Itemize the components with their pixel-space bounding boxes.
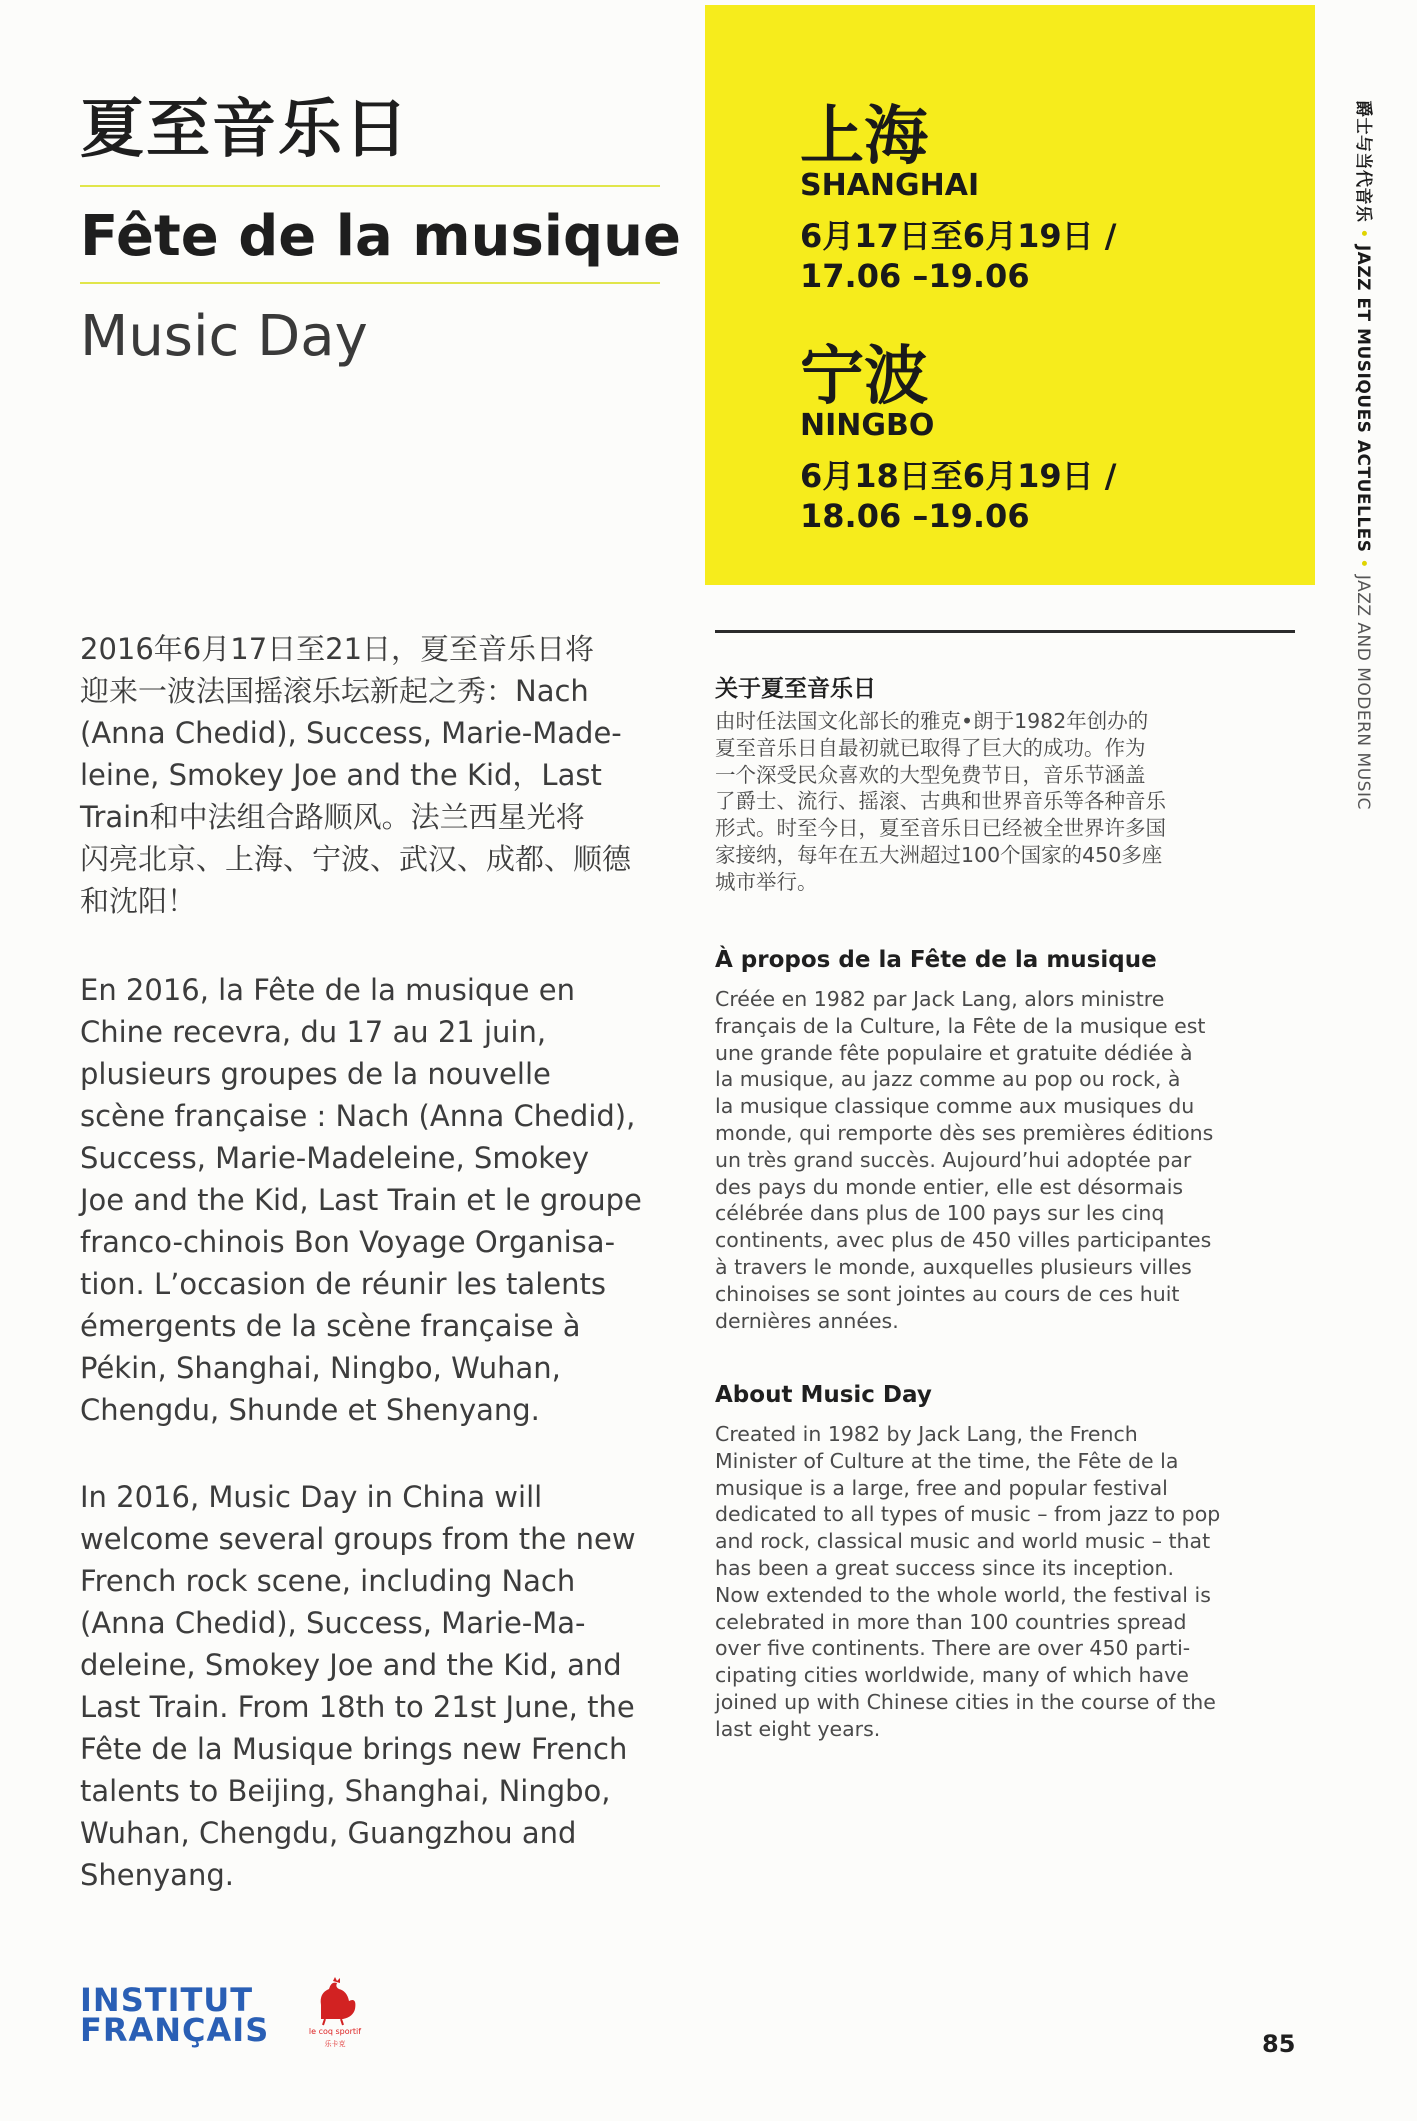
text-line: deleine, Smokey Joe and the Kid, and <box>80 1648 622 1682</box>
about-fr-body <box>715 986 1295 1334</box>
city-dates-num: 18.06 –19.06 <box>800 497 1030 535</box>
text-line: over five continents. There are over 450 parti- <box>715 1636 1191 1661</box>
text-line: Now extended to the whole world, the festival is <box>715 1582 1211 1607</box>
text-line: une grande fête populaire et gratuite dédiée à <box>715 1040 1193 1065</box>
text-line: welcome several groups from the new <box>80 1522 636 1556</box>
text-line: and rock, classical music and world music – that <box>715 1529 1211 1554</box>
dates-box <box>705 5 1315 585</box>
text-line: un très grand succès. Aujourd’hui adoptée par <box>715 1147 1192 1172</box>
side-label-en: JAZZ AND MODERN MUSIC <box>1353 574 1373 810</box>
text-line: des pays du monde entier, elle est désormais <box>715 1174 1184 1199</box>
side-label-fr: JAZZ ET MUSIQUES ACTUELLES <box>1353 244 1373 553</box>
text-line: 迎来一波法国摇滚乐坛新起之秀：Nach <box>80 674 589 708</box>
text-line: (Anna Chedid), Success, Marie-Ma- <box>80 1606 586 1640</box>
text-line: has been a great success since its inception. <box>715 1555 1175 1580</box>
text-line: franco-chinois Bon Voyage Organisa- <box>80 1225 616 1259</box>
text-line: Wuhan, Chengdu, Guangzhou and <box>80 1816 577 1850</box>
text-line: monde, qui remporte dès ses premières éditions <box>715 1120 1214 1145</box>
page-number: 85 <box>1262 2030 1296 2058</box>
text-line: continents, avec plus de 450 villes participantes <box>715 1228 1212 1253</box>
about-en-heading: About Music Day <box>715 1382 932 1408</box>
side-label-dot: • <box>1353 558 1373 569</box>
intro-french <box>80 969 660 1431</box>
title-divider-2 <box>80 282 660 284</box>
title-chinese: 夏至音乐日 <box>80 93 410 167</box>
city-dates-num: 17.06 –19.06 <box>800 257 1030 295</box>
text-line: Joe and the Kid, Last Train et le groupe <box>80 1183 642 1217</box>
logo-line: INSTITUT <box>80 1981 254 2019</box>
side-label-dot: • <box>1353 228 1373 239</box>
text-line: célébrée dans plus de 100 pays sur les cinq <box>715 1201 1165 1226</box>
city-ningbo <box>800 340 1117 536</box>
city-shanghai <box>800 100 1117 296</box>
rooster-icon <box>295 1975 375 2027</box>
text-line: In 2016, Music Day in China will <box>80 1480 543 1514</box>
text-line: français de la Culture, la Fête de la musique est <box>715 1013 1206 1038</box>
intro-english <box>80 1476 660 1896</box>
text-line: talents to Beijing, Shanghai, Ningbo, <box>80 1774 611 1808</box>
city-dates-cn: 6月17日至6月19日 / <box>800 217 1117 255</box>
text-line: 城市举行。 <box>715 869 818 894</box>
text-line: 夏至音乐日自最初就已取得了巨大的成功。作为 <box>715 735 1146 760</box>
city-name-cn: 宁波 <box>800 340 928 414</box>
right-column-divider <box>715 630 1295 633</box>
text-line: last eight years. <box>715 1716 881 1741</box>
about-en-body <box>715 1421 1295 1743</box>
section-side-label <box>1348 100 1378 810</box>
text-line: leine, Smokey Joe and the Kid，Last <box>80 758 602 792</box>
intro-chinese <box>80 628 660 922</box>
text-line: 由时任法国文化部长的雅克•朗于1982年创办的 <box>715 709 1149 733</box>
text-line: celebrated in more than 100 countries spread <box>715 1609 1187 1634</box>
text-line: Last Train. From 18th to 21st June, the <box>80 1690 635 1724</box>
text-line: Train和中法组合路顺风。法兰西星光将 <box>80 800 585 834</box>
text-line: scène française : Nach (Anna Chedid), <box>80 1099 636 1133</box>
about-fr-heading: À propos de la Fête de la musique <box>715 947 1157 973</box>
text-line: Minister of Culture at the time, the Fête de la <box>715 1448 1179 1473</box>
text-line: Fête de la Musique brings new French <box>80 1732 628 1766</box>
text-line: la musique classique comme aux musiques du <box>715 1094 1195 1119</box>
text-line: Created in 1982 by Jack Lang, the French <box>715 1422 1138 1446</box>
text-line: 形式。时至今日，夏至音乐日已经被全世界许多国 <box>715 816 1166 841</box>
logo-text-cn: 乐卡克 <box>324 2040 346 2048</box>
text-line: plusieurs groupes de la nouvelle <box>80 1057 551 1091</box>
city-name-en: NINGBO <box>800 408 935 443</box>
text-line: émergents de la scène française à <box>80 1309 581 1343</box>
about-cn-heading: 关于夏至音乐日 <box>715 676 876 702</box>
le-coq-sportif-logo <box>295 1975 375 2055</box>
text-line: tion. L’occasion de réunir les talents <box>80 1267 606 1301</box>
text-line: la musique, au jazz comme au pop ou rock, à <box>715 1067 1181 1092</box>
text-line: Créée en 1982 par Jack Lang, alors ministre <box>715 987 1165 1011</box>
side-label-cn: 爵士与当代音乐 <box>1353 100 1373 223</box>
text-line: 家接纳，每年在五大洲超过100个国家的450多座 <box>715 842 1163 867</box>
text-line: French rock scene, including Nach <box>80 1564 576 1598</box>
title-english: Music Day <box>80 304 368 369</box>
text-line: cipating cities worldwide, many of which have <box>715 1663 1189 1688</box>
city-name-cn: 上海 <box>800 100 928 174</box>
text-line: Chine recevra, du 17 au 21 juin, <box>80 1015 547 1049</box>
title-french: Fête de la musique <box>80 204 681 269</box>
text-line: 和沈阳！ <box>80 884 197 918</box>
text-line: (Anna Chedid), Success, Marie-Made- <box>80 716 622 750</box>
text-line: musique is a large, free and popular festival <box>715 1475 1168 1500</box>
text-line: à travers le monde, auxquelles plusieurs villes <box>715 1254 1192 1279</box>
text-line: 一个深受民众喜欢的大型免费节日，音乐节涵盖 <box>715 762 1146 787</box>
text-line: 2016年6月17日至21日，夏至音乐日将 <box>80 632 595 666</box>
text-line: En 2016, la Fête de la musique en <box>80 973 575 1007</box>
text-line: dedicated to all types of music – from jazz to pop <box>715 1502 1221 1527</box>
text-line: joined up with Chinese cities in the course of the <box>715 1689 1216 1714</box>
city-name-en: SHANGHAI <box>800 168 980 203</box>
text-line: dernières années. <box>715 1308 899 1333</box>
text-line: chinoises se sont jointes au cours de ces huit <box>715 1281 1180 1306</box>
text-line: Shenyang. <box>80 1858 234 1892</box>
text-line: Chengdu, Shunde et Shenyang. <box>80 1393 540 1427</box>
about-cn-body <box>715 708 1295 896</box>
logo-line: FRANÇAIS <box>80 2011 270 2049</box>
city-dates-cn: 6月18日至6月19日 / <box>800 457 1117 495</box>
text-line: Pékin, Shanghai, Ningbo, Wuhan, <box>80 1351 561 1385</box>
text-line: Success, Marie-Madeleine, Smokey <box>80 1141 590 1175</box>
text-line: 了爵士、流行、摇滚、古典和世界音乐等各种音乐 <box>715 789 1166 814</box>
institut-francais-logo <box>80 1981 270 2049</box>
logo-text: le coq sportif <box>308 2027 362 2036</box>
title-divider-1 <box>80 185 660 187</box>
text-line: 闪亮北京、上海、宁波、武汉、成都、顺德 <box>80 842 632 876</box>
